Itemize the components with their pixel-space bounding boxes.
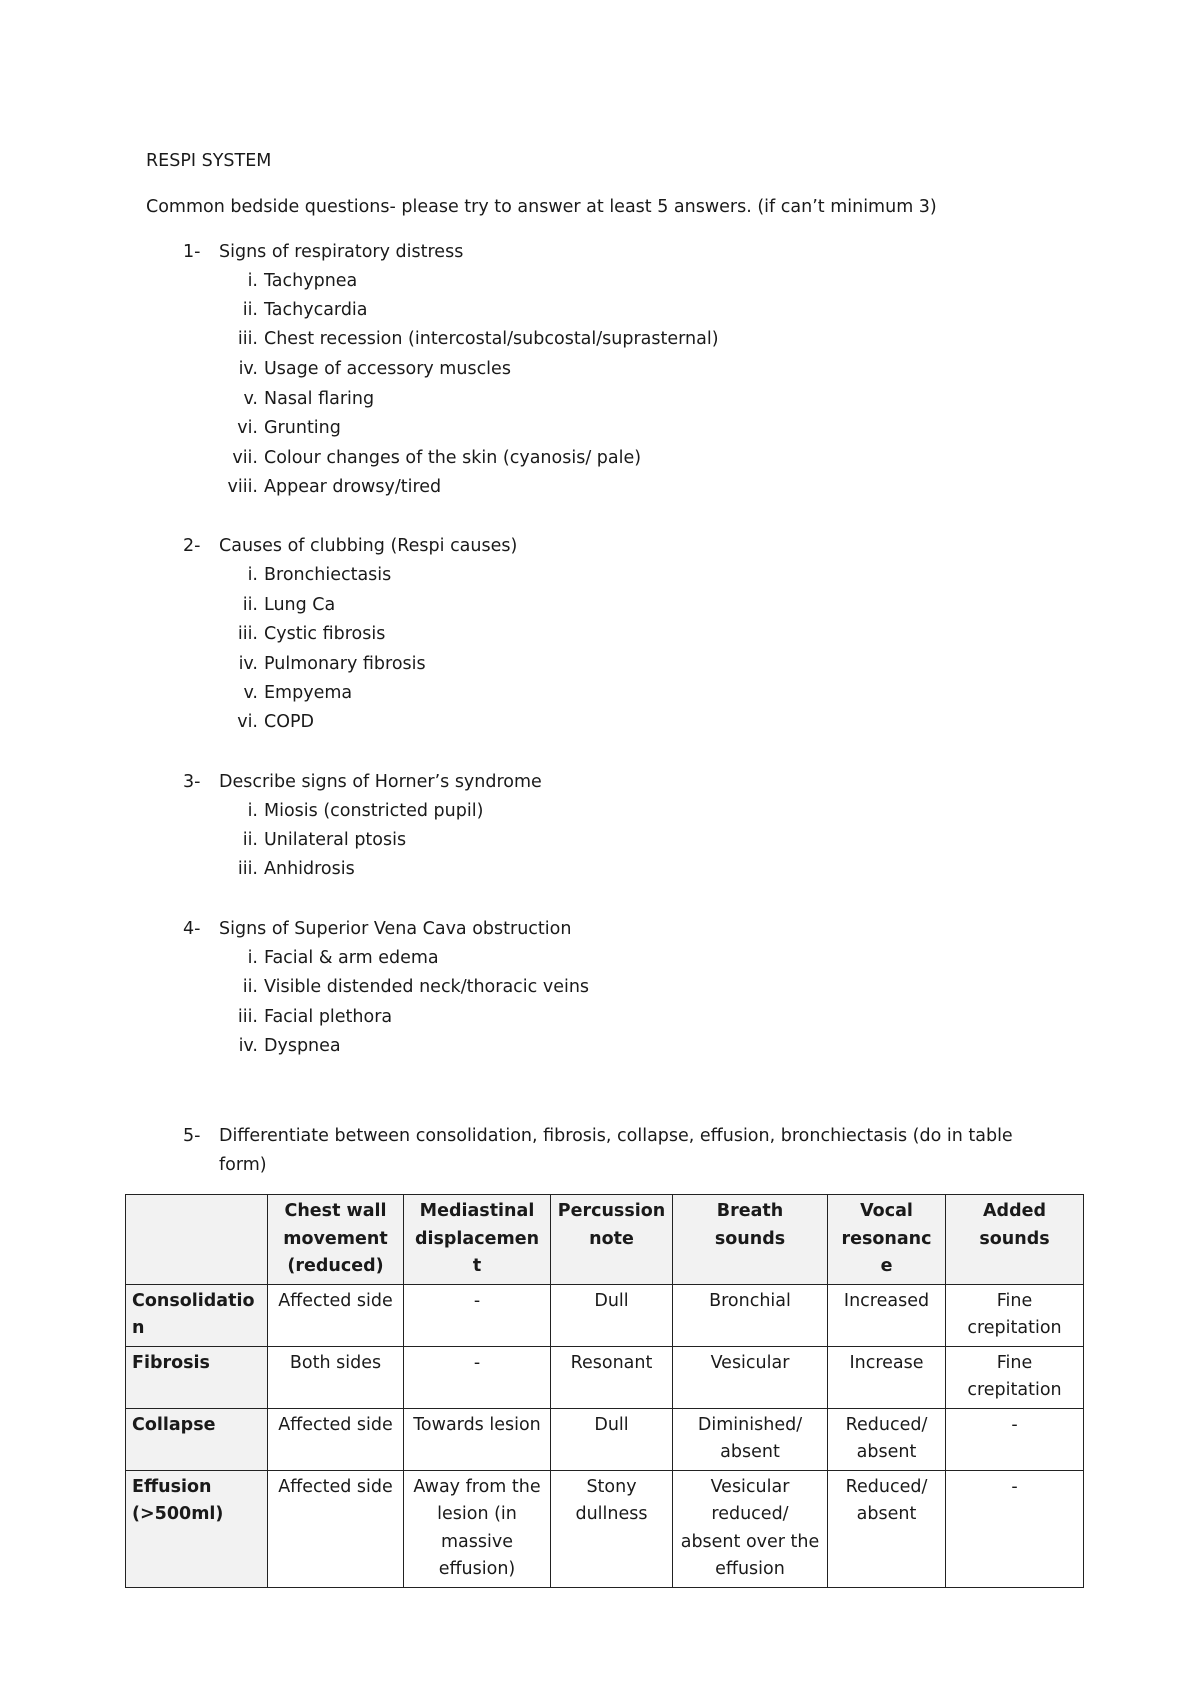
- list-item: [0, 1035, 1200, 1057]
- list-item: [0, 623, 1200, 645]
- item-number: ii.: [242, 300, 258, 320]
- table-cell: Reduced/ absent: [828, 1408, 946, 1470]
- item-text: Grunting: [264, 418, 341, 438]
- list-item: [0, 564, 1200, 586]
- item-text: Facial plethora: [264, 1007, 393, 1027]
- item-text: Anhidrosis: [264, 859, 355, 879]
- item-text: Chest recession (intercostal/subcostal/suprasternal): [264, 329, 719, 349]
- table-cell: Stony dullness: [551, 1470, 673, 1587]
- comparison-table: [125, 1194, 1084, 1588]
- item-text: Unilateral ptosis: [264, 830, 407, 850]
- item-text: COPD: [264, 712, 315, 732]
- item-number: ii.: [242, 830, 258, 850]
- item-number: i.: [247, 801, 258, 821]
- list-item: [0, 976, 1200, 998]
- question-text: Signs of Superior Vena Cava obstruction: [219, 919, 572, 939]
- table-cell: Affected side: [268, 1408, 404, 1470]
- table-cell: Fine crepitation: [946, 1284, 1084, 1346]
- table-cell: Away from the lesion (in massive effusion): [404, 1470, 551, 1587]
- item-text: Tachycardia: [264, 300, 368, 320]
- table-cell: Diminished/ absent: [673, 1408, 828, 1470]
- list-item: [0, 858, 1200, 880]
- item-text: Usage of accessory muscles: [264, 359, 511, 379]
- table-cell: Vesicular: [673, 1346, 828, 1408]
- question-number: 5-: [183, 1126, 201, 1146]
- table-cell: -: [404, 1284, 551, 1346]
- item-number: iv.: [238, 654, 258, 674]
- list-item: [0, 270, 1200, 292]
- table-row: [126, 1470, 1084, 1587]
- item-text: Empyema: [264, 683, 353, 703]
- list-item: [0, 1006, 1200, 1028]
- item-number: i.: [247, 948, 258, 968]
- header-cell: Vocal resonanc e: [828, 1195, 946, 1285]
- item-text: Facial & arm edema: [264, 948, 439, 968]
- intro-text: Common bedside questions- please try to answer at least 5 answers. (if can’t minimum 3): [146, 197, 937, 217]
- item-text: Cystic fibrosis: [264, 624, 386, 644]
- table-cell: Increase: [828, 1346, 946, 1408]
- item-text: Miosis (constricted pupil): [264, 801, 484, 821]
- question-text: Describe signs of Horner’s syndrome: [219, 772, 542, 792]
- list-item: [0, 388, 1200, 410]
- item-number: v.: [243, 683, 258, 703]
- table-cell: -: [946, 1408, 1084, 1470]
- list-item: [0, 947, 1200, 969]
- item-text: Bronchiectasis: [264, 565, 392, 585]
- item-number: iv.: [238, 359, 258, 379]
- item-number: iii.: [237, 329, 258, 349]
- item-text: Colour changes of the skin (cyanosis/ pale): [264, 448, 642, 468]
- list-item: [0, 447, 1200, 469]
- list-item: [0, 594, 1200, 616]
- question-text: Differentiate between consolidation, fibrosis, collapse, effusion, bronchiectasis (do in table form): [219, 1126, 1013, 1175]
- item-number: iii.: [237, 859, 258, 879]
- list-item: [0, 358, 1200, 380]
- list-item: [0, 800, 1200, 822]
- list-item: [0, 328, 1200, 350]
- table-cell: Increased: [828, 1284, 946, 1346]
- table-cell: Both sides: [268, 1346, 404, 1408]
- item-text: Lung Ca: [264, 595, 336, 615]
- list-item: [0, 682, 1200, 704]
- list-item: [0, 829, 1200, 851]
- table-header-row: [126, 1195, 1084, 1285]
- question-text: Signs of respiratory distress: [219, 242, 464, 262]
- row-header: Collapse: [126, 1408, 268, 1470]
- table-cell: Affected side: [268, 1284, 404, 1346]
- table-cell: Bronchial: [673, 1284, 828, 1346]
- table-cell: Dull: [551, 1284, 673, 1346]
- question-number: 3-: [183, 772, 201, 792]
- item-number: i.: [247, 565, 258, 585]
- item-text: Appear drowsy/tired: [264, 477, 442, 497]
- list-item: [0, 476, 1200, 498]
- question-number: 1-: [183, 242, 201, 262]
- question-number: 4-: [183, 919, 201, 939]
- table-row: [126, 1284, 1084, 1346]
- table-cell: Dull: [551, 1408, 673, 1470]
- question-text: Causes of clubbing (Respi causes): [219, 536, 518, 556]
- item-number: vii.: [232, 448, 258, 468]
- header-cell: Breath sounds: [673, 1195, 828, 1285]
- item-number: ii.: [242, 595, 258, 615]
- item-number: ii.: [242, 977, 258, 997]
- item-number: vi.: [237, 418, 258, 438]
- item-number: iv.: [238, 1036, 258, 1056]
- row-header: Fibrosis: [126, 1346, 268, 1408]
- table-cell: Affected side: [268, 1470, 404, 1587]
- item-number: i.: [247, 271, 258, 291]
- list-item: [0, 417, 1200, 439]
- question-number: 2-: [183, 536, 201, 556]
- table-cell: Towards lesion: [404, 1408, 551, 1470]
- document-title: RESPI SYSTEM: [146, 151, 272, 171]
- list-item: [0, 711, 1200, 733]
- list-item: [0, 653, 1200, 675]
- header-cell: Added sounds: [946, 1195, 1084, 1285]
- row-header: Consolidatio n: [126, 1284, 268, 1346]
- item-number: viii.: [227, 477, 258, 497]
- table-cell: Resonant: [551, 1346, 673, 1408]
- table-row: [126, 1408, 1084, 1470]
- header-cell: Mediastinal displacemen t: [404, 1195, 551, 1285]
- item-number: iii.: [237, 1007, 258, 1027]
- table-cell: Fine crepitation: [946, 1346, 1084, 1408]
- header-cell: Chest wall movement (reduced): [268, 1195, 404, 1285]
- item-number: v.: [243, 389, 258, 409]
- header-cell: [126, 1195, 268, 1285]
- item-text: Nasal flaring: [264, 389, 375, 409]
- table-cell: Vesicular reduced/ absent over the effusion: [673, 1470, 828, 1587]
- item-text: Tachypnea: [264, 271, 358, 291]
- item-text: Visible distended neck/thoracic veins: [264, 977, 590, 997]
- table-cell: -: [404, 1346, 551, 1408]
- row-header: Effusion (>500ml): [126, 1470, 268, 1587]
- item-text: Dyspnea: [264, 1036, 341, 1056]
- item-number: vi.: [237, 712, 258, 732]
- header-cell: Percussion note: [551, 1195, 673, 1285]
- table-row: [126, 1346, 1084, 1408]
- list-item: [0, 299, 1200, 321]
- item-text: Pulmonary fibrosis: [264, 654, 426, 674]
- table-cell: Reduced/ absent: [828, 1470, 946, 1587]
- item-number: iii.: [237, 624, 258, 644]
- table-cell: -: [946, 1470, 1084, 1587]
